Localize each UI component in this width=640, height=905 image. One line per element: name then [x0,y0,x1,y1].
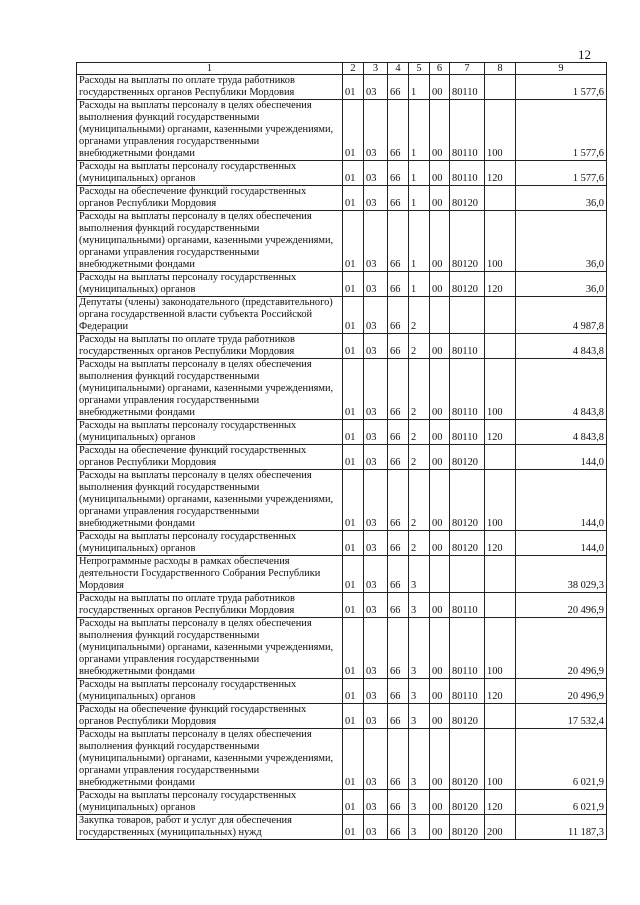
row-name-cell: Расходы на выплаты персоналу государственных (муниципальных) органов [77,161,343,186]
code-cell: 03 [364,790,388,815]
code-cell: 01 [343,618,364,679]
code-cell: 01 [343,815,364,840]
code-cell: 00 [430,593,450,618]
code-cell: 01 [343,470,364,531]
code-cell: 120 [485,420,516,445]
code-cell: 80110 [450,593,485,618]
column-header: 9 [516,63,607,75]
code-cell: 03 [364,618,388,679]
table-row [77,100,607,161]
code-cell [485,593,516,618]
amount-cell: 20 496,9 [516,618,607,679]
code-cell: 66 [388,790,409,815]
code-cell: 66 [388,161,409,186]
code-cell: 2 [409,470,430,531]
table-row [77,556,607,593]
code-cell: 100 [485,359,516,420]
code-cell: 80120 [450,815,485,840]
code-cell: 3 [409,729,430,790]
code-cell: 01 [343,729,364,790]
code-cell: 00 [430,161,450,186]
code-cell: 03 [364,729,388,790]
code-cell: 80110 [450,618,485,679]
code-cell: 00 [430,815,450,840]
code-cell [485,445,516,470]
code-cell: 66 [388,272,409,297]
code-cell: 03 [364,556,388,593]
code-cell: 01 [343,75,364,100]
code-cell: 100 [485,618,516,679]
code-cell: 100 [485,211,516,272]
row-name-cell: Закупка товаров, работ и услуг для обеспечения государственных (муниципальных) нужд [77,815,343,840]
table-row [77,334,607,359]
code-cell: 80120 [450,704,485,729]
code-cell: 00 [430,272,450,297]
code-cell: 00 [430,359,450,420]
code-cell: 66 [388,420,409,445]
code-cell: 80110 [450,420,485,445]
code-cell: 03 [364,420,388,445]
amount-cell: 20 496,9 [516,679,607,704]
table-row [77,593,607,618]
code-cell: 80120 [450,445,485,470]
code-cell: 00 [430,100,450,161]
code-cell: 3 [409,815,430,840]
table-row [77,618,607,679]
table-row [77,445,607,470]
amount-cell: 144,0 [516,531,607,556]
code-cell [450,556,485,593]
table-row [77,790,607,815]
code-cell: 03 [364,75,388,100]
amount-cell: 6 021,9 [516,790,607,815]
code-cell: 00 [430,531,450,556]
code-cell: 120 [485,531,516,556]
code-cell: 03 [364,679,388,704]
code-cell: 03 [364,359,388,420]
code-cell: 80110 [450,334,485,359]
code-cell: 01 [343,704,364,729]
code-cell: 80110 [450,75,485,100]
code-cell: 1 [409,161,430,186]
code-cell: 80110 [450,161,485,186]
code-cell: 01 [343,334,364,359]
table-row [77,420,607,445]
code-cell: 00 [430,420,450,445]
code-cell: 01 [343,211,364,272]
row-name-cell: Расходы на выплаты персоналу в целях обеспечения выполнения функций государственными (муниципальными) органами, казенными учреждениями, органами управления государственными внебюджетными фондами [77,359,343,420]
table-row [77,75,607,100]
code-cell: 3 [409,618,430,679]
row-name-cell: Расходы на выплаты персоналу государственных (муниципальных) органов [77,531,343,556]
code-cell: 01 [343,272,364,297]
column-header: 7 [450,63,485,75]
code-cell: 2 [409,420,430,445]
row-name-cell: Депутаты (члены) законодательного (представительного) органа государственной власти субъекта Российской Федерации [77,297,343,334]
column-header: 3 [364,63,388,75]
amount-cell: 4 843,8 [516,334,607,359]
code-cell [485,297,516,334]
code-cell: 1 [409,100,430,161]
table-row [77,186,607,211]
row-name-cell: Расходы на выплаты персоналу в целях обеспечения выполнения функций государственными (муниципальными) органами, казенными учреждениями, органами управления государственными внебюджетными фондами [77,100,343,161]
row-name-cell: Расходы на выплаты персоналу государственных (муниципальных) органов [77,420,343,445]
column-header: 2 [343,63,364,75]
code-cell: 80120 [450,790,485,815]
code-cell: 80120 [450,211,485,272]
table-row [77,729,607,790]
code-cell: 80120 [450,272,485,297]
code-cell: 1 [409,211,430,272]
code-cell: 00 [430,729,450,790]
code-cell: 00 [430,679,450,704]
budget-table [76,62,607,840]
column-header: 5 [409,63,430,75]
code-cell: 66 [388,186,409,211]
amount-cell: 144,0 [516,445,607,470]
amount-cell: 38 029,3 [516,556,607,593]
code-cell: 2 [409,334,430,359]
amount-cell: 1 577,6 [516,75,607,100]
row-name-cell: Расходы на выплаты по оплате труда работников государственных органов Республики Мордовия [77,75,343,100]
code-cell [430,556,450,593]
code-cell: 80120 [450,531,485,556]
code-cell: 66 [388,334,409,359]
row-name-cell: Расходы на выплаты персоналу государственных (муниципальных) органов [77,790,343,815]
code-cell: 66 [388,100,409,161]
code-cell: 01 [343,297,364,334]
amount-cell: 4 843,8 [516,420,607,445]
code-cell: 03 [364,815,388,840]
code-cell: 66 [388,445,409,470]
code-cell: 00 [430,704,450,729]
code-cell: 100 [485,729,516,790]
amount-cell: 4 987,8 [516,297,607,334]
row-name-cell: Расходы на выплаты по оплате труда работников государственных органов Республики Мордовия [77,593,343,618]
code-cell: 01 [343,186,364,211]
code-cell: 120 [485,679,516,704]
amount-cell: 1 577,6 [516,100,607,161]
code-cell: 01 [343,679,364,704]
table-row [77,359,607,420]
code-cell: 01 [343,161,364,186]
code-cell: 66 [388,211,409,272]
row-name-cell: Расходы на обеспечение функций государственных органов Республики Мордовия [77,186,343,211]
code-cell: 80120 [450,470,485,531]
amount-cell: 36,0 [516,186,607,211]
code-cell: 03 [364,297,388,334]
code-cell: 2 [409,359,430,420]
code-cell [430,297,450,334]
code-cell: 80120 [450,729,485,790]
code-cell: 00 [430,186,450,211]
row-name-cell: Расходы на выплаты персоналу в целях обеспечения выполнения функций государственными (муниципальными) органами, казенными учреждениями, органами управления государственными внебюджетными фондами [77,729,343,790]
code-cell: 03 [364,445,388,470]
row-name-cell: Расходы на выплаты персоналу государственных (муниципальных) органов [77,272,343,297]
code-cell [485,186,516,211]
code-cell: 66 [388,618,409,679]
amount-cell: 4 843,8 [516,359,607,420]
code-cell: 66 [388,815,409,840]
row-name-cell: Расходы на выплаты персоналу в целях обеспечения выполнения функций государственными (муниципальными) органами, казенными учреждениями, органами управления государственными внебюджетными фондами [77,618,343,679]
row-name-cell: Непрограммные расходы в рамках обеспечения деятельности Государственного Собрания Республики Мордовия [77,556,343,593]
code-cell: 01 [343,359,364,420]
code-cell: 01 [343,445,364,470]
code-cell: 80120 [450,186,485,211]
code-cell: 3 [409,790,430,815]
code-cell: 00 [430,790,450,815]
code-cell: 03 [364,704,388,729]
code-cell: 00 [430,75,450,100]
amount-cell: 36,0 [516,211,607,272]
code-cell: 66 [388,359,409,420]
amount-cell: 1 577,6 [516,161,607,186]
code-cell [485,334,516,359]
code-cell: 00 [430,334,450,359]
table-body [77,75,607,840]
code-cell: 00 [430,211,450,272]
row-name-cell: Расходы на выплаты по оплате труда работников государственных органов Республики Мордовия [77,334,343,359]
code-cell: 80110 [450,100,485,161]
code-cell: 66 [388,297,409,334]
row-name-cell: Расходы на выплаты персоналу в целях обеспечения выполнения функций государственными (муниципальными) органами, казенными учреждениями, органами управления государственными внебюджетными фондами [77,211,343,272]
table-row [77,297,607,334]
amount-cell: 11 187,3 [516,815,607,840]
code-cell: 00 [430,470,450,531]
amount-cell: 17 532,4 [516,704,607,729]
column-header: 4 [388,63,409,75]
code-cell: 03 [364,531,388,556]
table-row [77,470,607,531]
code-cell: 01 [343,556,364,593]
code-cell: 1 [409,272,430,297]
code-cell: 03 [364,186,388,211]
code-cell: 01 [343,420,364,445]
column-header: 8 [485,63,516,75]
row-name-cell: Расходы на выплаты персоналу в целях обеспечения выполнения функций государственными (муниципальными) органами, казенными учреждениями, органами управления государственными внебюджетными фондами [77,470,343,531]
code-cell: 3 [409,556,430,593]
code-cell: 2 [409,297,430,334]
code-cell: 66 [388,679,409,704]
code-cell: 3 [409,679,430,704]
table-row [77,815,607,840]
page-number: 12 [578,47,591,62]
table-row [77,704,607,729]
code-cell: 66 [388,531,409,556]
amount-cell: 6 021,9 [516,729,607,790]
code-cell: 66 [388,75,409,100]
code-cell: 2 [409,531,430,556]
code-cell [485,704,516,729]
code-cell [485,75,516,100]
amount-cell: 20 496,9 [516,593,607,618]
code-cell: 01 [343,593,364,618]
code-cell [485,556,516,593]
code-cell: 80110 [450,359,485,420]
code-cell: 03 [364,470,388,531]
column-header: 1 [77,63,343,75]
code-cell: 120 [485,790,516,815]
code-cell: 1 [409,75,430,100]
table-row [77,531,607,556]
table-row [77,211,607,272]
code-cell: 1 [409,186,430,211]
table-row [77,161,607,186]
code-cell: 80110 [450,679,485,704]
column-header: 6 [430,63,450,75]
code-cell: 3 [409,704,430,729]
code-cell: 2 [409,445,430,470]
code-cell: 66 [388,593,409,618]
code-cell [450,297,485,334]
code-cell: 120 [485,272,516,297]
code-cell: 03 [364,100,388,161]
code-cell: 01 [343,531,364,556]
code-cell: 01 [343,790,364,815]
code-cell: 00 [430,445,450,470]
code-cell: 66 [388,704,409,729]
code-cell: 03 [364,211,388,272]
header-row [77,63,607,75]
code-cell: 66 [388,556,409,593]
table-row [77,272,607,297]
code-cell: 120 [485,161,516,186]
amount-cell: 144,0 [516,470,607,531]
code-cell: 00 [430,618,450,679]
row-name-cell: Расходы на обеспечение функций государственных органов Республики Мордовия [77,445,343,470]
code-cell: 01 [343,100,364,161]
code-cell: 3 [409,593,430,618]
code-cell: 100 [485,100,516,161]
code-cell: 03 [364,272,388,297]
row-name-cell: Расходы на выплаты персоналу государственных (муниципальных) органов [77,679,343,704]
amount-cell: 36,0 [516,272,607,297]
code-cell: 03 [364,161,388,186]
code-cell: 03 [364,334,388,359]
table-row [77,679,607,704]
code-cell: 100 [485,470,516,531]
code-cell: 200 [485,815,516,840]
code-cell: 66 [388,729,409,790]
row-name-cell: Расходы на обеспечение функций государственных органов Республики Мордовия [77,704,343,729]
code-cell: 66 [388,470,409,531]
code-cell: 03 [364,593,388,618]
